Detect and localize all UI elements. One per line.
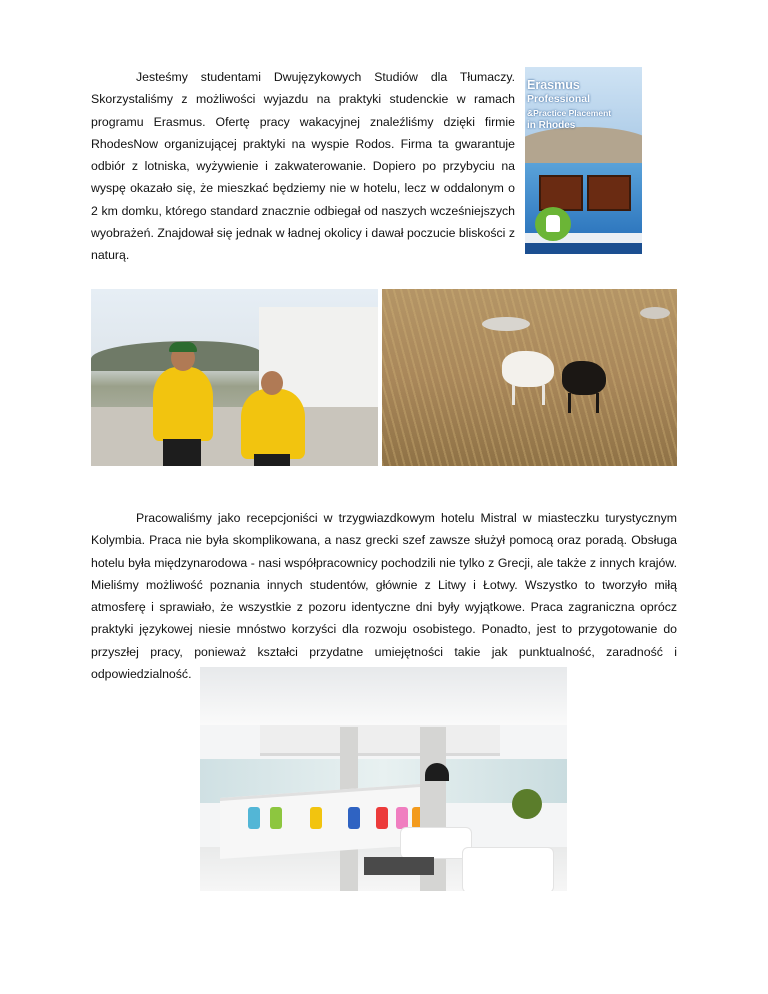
goat-logo-icon [535, 207, 571, 241]
work-paragraph: Pracowaliśmy jako recepcjoniści w trzygwiazdkowym hotelu Mistral w miasteczku turystycznym Kolymbia. Praca nie była skomplikowana, a nasz grecki szef zawsze służył pomocą oraz poradą. Obsługa hotelu była międzynarodowa - nasi współpracownicy pochodzili nie tylko z Grecji, ale także z innych krajów. Mieliśmy możliwość poznania innych studentów, głównie z Litwy i Łotwy. Wszystko to tworzyło miłą atmosferę i sprawiało, że wszystkie z pozoru identyczne dni były wyjątkowe. Praca zagraniczna oprócz praktyki językowej niesie mnóstwo korzyści dla rozwoju osobistego. Ponadto, jest to przygotowanie do przyszłej pracy, ponieważ kształci przydatne umiejętności takie jak punktualność, zaradność i odpowiedzialność. [91, 511, 677, 682]
photo-row [91, 289, 677, 466]
poster-title-line1: Erasmus [527, 78, 580, 92]
poster-title-line2: Professional [527, 93, 591, 105]
poster-title-line3: &Practice Placement [527, 108, 612, 118]
goats-photo [382, 289, 677, 466]
erasmus-poster-image [525, 67, 642, 254]
students-photo [91, 289, 378, 466]
hotel-lobby-photo [200, 667, 567, 891]
intro-paragraph: Jesteśmy studentami Dwujęzykowych Studiów dla Tłumaczy. Skorzystaliśmy z możliwości wyjazdu na praktyki studenckie w ramach programu Erasmus. Ofertę pracy wakacyjnej znaleźliśmy dzięki firmie RhodesNow organizującej praktyki na wyspie Rodos. Firma ta gwarantuje odbiór z lotniska, wyżywienie i zakwaterowanie. Dopiero po przybyciu na wyspę okazało się, że mieszkać będziemy nie w hotelu, lecz w oddalonym o 2 km domku, którego standard znacznie odbiegał od naszych wcześniejszych wyobrażeń. Znajdował się jednak w ładnej okolicy i dawał poczucie bliskości z naturą. [91, 70, 515, 263]
poster-title-line4: in Rhodes [527, 120, 576, 131]
